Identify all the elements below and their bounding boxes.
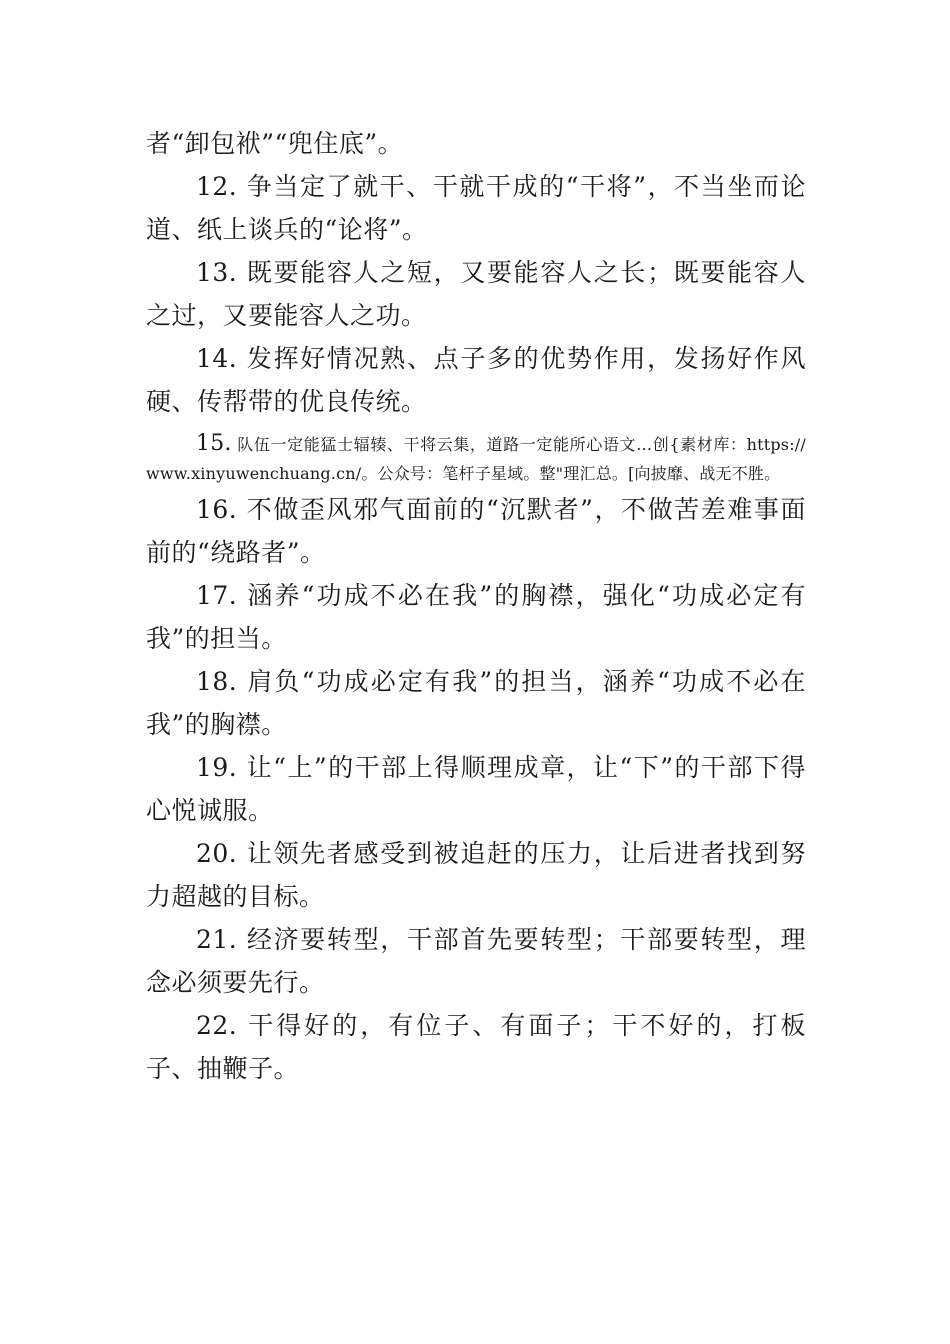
list-item-15-text: 队伍一定能猛士辐辏、干将云集，道路一定能所心语文…创{素材库：https://www.xinyuwenchuang.cn/。公众号：笔杆子星域。整"理汇总。[向披靡、战无不胜。 (146, 435, 806, 483)
list-item-16: 16. 不做歪风邪气面前的“沉默者”，不做苦差难事面前的“绕路者”。 (146, 495, 806, 567)
list-item-13: 13. 既要能容人之短，又要能容人之长；既要能容人之过，又要能容人之功。 (146, 258, 806, 330)
list-item-14: 14. 发挥好情况熟、点子多的优势作用，发扬好作风硬、传帮带的优良传统。 (146, 344, 806, 416)
list-item-17: 17. 涵养“功成不必在我”的胸襟，强化“功成必定有我”的担当。 (146, 581, 806, 653)
list-item-15-number: 15. (196, 431, 232, 456)
list-item-12: 12. 争当定了就干、干就干成的“干将”，不当坐而论道、纸上谈兵的“论将”。 (146, 172, 806, 244)
list-item-15 (146, 429, 806, 488)
list-item-21: 21. 经济要转型，干部首先要转型；干部要转型，理念必须要先行。 (146, 925, 806, 997)
document-body (146, 122, 806, 1090)
list-item-18: 18. 肩负“功成必定有我”的担当，涵养“功成不必在我”的胸襟。 (146, 667, 806, 739)
list-item-19: 19. 让“上”的干部上得顺理成章，让“下”的干部下得心悦诚服。 (146, 753, 806, 825)
list-item-20: 20. 让领先者感受到被追赶的压力，让后进者找到努力超越的目标。 (146, 839, 806, 911)
paragraph-continuation: 者“卸包袱”“兜住底”。 (146, 129, 404, 158)
list-item-22: 22. 干得好的，有位子、有面子；干不好的，打板子、抽鞭子。 (146, 1011, 806, 1083)
